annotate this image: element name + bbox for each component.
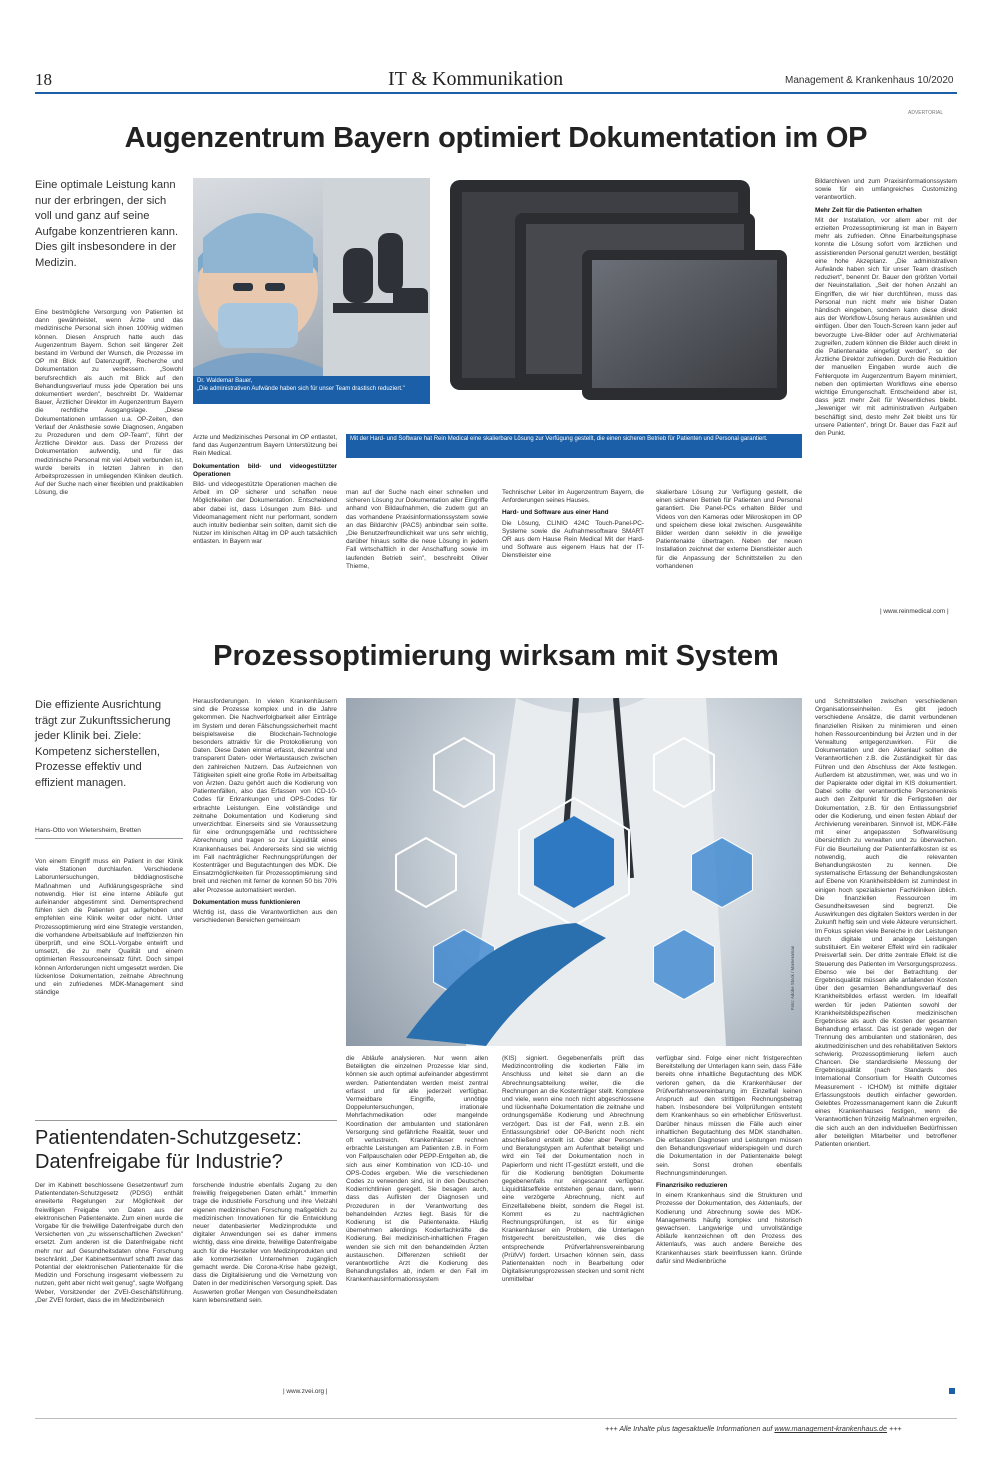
digital-health-photo-credit: Foto: Adobe Stock / Mameraman xyxy=(790,945,795,1010)
advertorial-label: ADVERTORIAL xyxy=(908,110,944,116)
article2-author: Hans-Otto von Wietersheim, Bretten xyxy=(35,827,141,834)
monitors-caption: Mit der Hard- und Software hat Rein Medical eine skalierbare Lösung zur Verfügung gestellt, die einen sicheren Betrieb für Patienten und Personal garantiert. xyxy=(350,436,768,442)
article1-col6-subhead: Mehr Zeit für die Patienten erhalten xyxy=(815,206,922,214)
article2-title: Prozessoptimierung wirksam mit System xyxy=(213,640,779,672)
footer-rule xyxy=(35,1418,957,1419)
caption-name: Dr. Waldemar Bauer, xyxy=(197,378,253,384)
article1-col4-body: Die Lösung, CLINIO 424C Touch-Panel-PC-Systeme sowie die Aufnahmesoftware SMART OR aus dem Hause Rein Medical Mit der Hard- und Software aus eigenem Haus hat der IT-Dienstleister eine xyxy=(502,519,644,560)
article2-col5 xyxy=(656,1055,802,1400)
article3-title-line1: Patientendaten-Schutzgesetz: xyxy=(35,1127,302,1149)
publication-name: Management & Krankenhaus 10/2020 xyxy=(785,75,954,86)
article3-col2: forschende Industrie ebenfalls Zugang zu den freiwillig freigegebenen Daten erhält." Immerhin trage die industrielle Forschung und ihre Vielzahl eigenen medizinischen Forschung maßgeblich zu medizinischen Innovationen für die Entwicklung neuer datenbasierter Medizinprodukte und digitaler Anwendungen sei es daher immens wichtig, dass eine direkte, freiwillige Datenfreigabe auch für die Hersteller von Medizinprodukten und alle kommerziellen Unternehmen zugänglich gemacht werde. Die Corona-Krise habe gezeigt, dass die Digitalisierung und die Vernetzung von Daten in der medizinischen Versorgung spielt. Das Auswerten großer Mengen von Gesundheitsdaten kann lebensrettend sein. xyxy=(193,1182,337,1304)
surgeon-photo-caption xyxy=(197,378,425,393)
article2-col6: und Schnittstellen zwischen verschiedenen Organisationseinheiten. Es gibt jedoch verschiedene Ansätze, die damit verbundenen finanziellen Risiken zu minimieren und einen hohen Ressourcenbindung bei Ärzten und in der Verwaltung entgegenzuwirken. Für die Dokumentation und den Aktenlauf sollten die Verantwortlichen z.B. die Zuständigkeit für das Führen und den Abschluss der Akte festlegen. Außerdem ist abzustimmen, wer, was und wo in der Papierakte oder digital im KIS dokumentiert. Dabei sollte der verantwortliche Personenkreis auch den Zeitpunkt für die Fertigstellen der Dokumentation, z.B. für den Entlassungsbrief oder die Kodierung, und einen festen Ablauf der Archivierung vereinbaren. Sinnvoll ist, MDK-Fälle mit einer angepassten Softwarelösung übersichtlich zu verwalten und zu überwachen. Für die Beurteilung der Patientenfallkosten ist es notwendig, auch die relevanten Behandlungskosten zu kennen. Die systematische Erfassung der Behandlungskosten auf Ebene von Krankheitsbildern ist zumindest in einigen hoch spezialisierten Fachkliniken üblich. Die finanziellen Ressourcen im Gesundheitswesen sind begrenzt. Die Auswirkungen des digitalen Sektors werden in der Zukunft heftig sein und viele Akteure verunsichert. Im Fokus spielen viele Bereiche in der Leistungen durch digitale und analoge Leistungen substituiert. Ein weiterer Effekt wird ein radikaler Preisverfall sein. Der dritte zentrale Effekt ist die Steuerung des Patienten im Versorgungsprozess. Ebenso wie bei der Betrachtung der Ergebnisqualität müssen alle anfallenden Kosten über den gesamten Behandlungsverlauf des Krankheitsbildes erfasst werden. Im Idealfall werden für jeden Patienten sowohl der Krankheitsbildspezifischen medizinischen Ergebnisse als auch die Kosten der gesamten Behandlung erfasst. Das ist gerade wegen der Trennung des ambulanten und stationären, des akutmedizinischen und des rehabilitativen Sektors schwierig. Prozessoptimierung liefern auch Chancen. Die standardisierte Messung der Ergebnisqualität (nach Standards des International Consortium for Health Outcomes Measurement - ICHOM) ist mithilfe digitaler Erfassungstools deutlich einfacher geworden. Gelebtes Prozessmanagement kann die Zukunft eines Krankenhauses festigen, wenn die Verantwortlichen frühzeitig Maßnahmen ergreifen, die sich auch an den individuellen Bedürfnissen aller beteiligten Mitarbeiter und betroffener Patienten orientiert. xyxy=(815,698,957,1148)
article1-col6 xyxy=(815,178,957,618)
footer xyxy=(605,1424,902,1433)
article2-col4: (KIS) signiert. Gegebenenfalls prüft das Medizincontrolling die kodierten Fälle im Anschluss und leitet sie dann an die Abrechnungsabteilung weiter, die die Rechnungen an die Kostenträger stellt. Komplexe und viele, wenn eine noch nicht abgeschlossene und lückenhafte Dokumentation die zeitnahe und ordnungsgemäße Kodierung und Abrechnung verzögert. Das ist der Fall, wenn z.B. ein Entlassungsbrief oder OP-Bericht noch nicht abschließend erstellt ist. Oder aber Personen- und Beratungstypen am Aufenthalt beteiligt und wird ein Teil der Dokumentation noch in Papierform und nicht IT-gestützt erstellt, und die für die Kodierung benötigten Dokumente gegebenenfalls nur eingescannt verfügbar. Liquiditätseffekte entstehen genau dann, wenn eine verzögerte Abrechnung, nicht auf Einzelfallebene bleibt, sondern die Regel ist. Kommt es zu nachträglichen Rechnungsprüfungen, ist es für einige Krankenhäuser ein Problem, die Unterlagen fristgerecht bereitzustellen, wie dies die entsprechende Prüfverfahrensvereinbarung (PrüfvV) fordert. Ursachen können sein, dass Patientenakten noch in Bearbeitung oder Digitalisierungsprozessen stecken und somit nicht unmittelbar xyxy=(502,1055,644,1284)
footer-text: +++ Alle Inhalte plus tagesaktuelle Informationen auf xyxy=(605,1424,775,1433)
article3-title xyxy=(35,1126,337,1174)
article2-col5-subhead: Finanzrisiko reduzieren xyxy=(656,1182,728,1190)
author-rule xyxy=(35,838,183,839)
article3-credit: | www.zvei.org | xyxy=(283,1388,328,1395)
footer-link[interactable]: www.management-krankenhaus.de xyxy=(774,1424,888,1433)
hexagon-icons-illustration xyxy=(346,698,802,1046)
article1-col3: man auf der Suche nach einer schnellen und sicheren Lösung zur Dokumentation aller Eingriffe anhand von Bildaufnahmen, die zudem gut an das vorhandene Praxisinformationssystem sowie an das Bildarchiv (PACS) anbindbar sein sollte. „Die Benutzerfreundlichkeit war uns sehr wichtig, darüber hinaus sollte die neue Lösung in jedem Fall wirtschaftlich in der Anschaffung sowie im laufenden Betrieb sein", beschreibt Oliver Thieme, xyxy=(346,489,488,570)
monitors-illustration xyxy=(440,178,802,406)
article2-col2-bottom: Wichtig ist, dass die Verantwortlichen aus den verschiedenen Bereichen gemeinsam xyxy=(193,909,337,925)
surgeon-illustration xyxy=(193,178,430,404)
article1-lead: Eine optimale Leistung kann nur der erbringen, der sich voll und ganz auf seine Aufgabe konzentrieren kann. Dies gilt insbesondere in der Medizin. xyxy=(35,179,179,269)
article1-col4 xyxy=(502,489,644,649)
article2-col2 xyxy=(193,698,337,1090)
article1-col4-subhead: Hard- und Software aus einer Hand xyxy=(502,509,609,517)
article1-col2-top: Ärzte und Medizinisches Personal im OP entlastet, fand das Augenzentrum Bayern Unterstützung bei Rein Medical. xyxy=(193,434,337,458)
section-title: IT & Kommunikation xyxy=(388,68,564,90)
article1-credit: | www.reinmedical.com | xyxy=(880,608,949,615)
article1-col5: skalierbare Lösung zur Verfügung gestellt, die einen sicheren Betrieb für Patienten und Personal garantiert. Die Panel-PCs erhalten Bilder und Videos von den Kameras oder Mikroskopen im OP und speichern diese lokal zwischen. Ausgewählte Bilder werden dann selektiv in die jeweilige Patientenakte übertragen. Neben der neuen Installation zeichnet der externe Dienstleister auch für die Anpassung der Schnittstellen zu den vorhandenen xyxy=(656,489,802,570)
article3-title-line2: Datenfreigabe für Industrie? xyxy=(35,1151,283,1173)
article1-col6-body: Mit der Installation, vor allem aber mit der erzielten Prozessoptimierung ist man in Bayern mehr als zufrieden. Ohne Einarbeitungsphase konnte die Lösung sofort vom ärztlichen und assistierenden Personal genutzt werden, bestätigt eine hohe Akzeptanz. „Die administrativen Aufwände haben sich für unser Team drastisch reduziert", benennt Dr. Bauer den größten Vorteil der Neuinstallation. „Seit der hohen Anzahl an Eingriffen, die wir hier durchführen, muss das Personal nun nicht mehr wie bisher Daten händisch eingeben, sondern kann diese direkt aus der Workflow-Lösung heraus auswählen und einfügen. Über den Touch-Screen kann jeder auf bevorzugte Live-Bilder oder auf Archivmaterial zugreifen, zudem können die Bilder auch direkt in die Patientenakte eingefügt werden", so der Ärztliche Direktor zufrieden. Durch die Reduktion der manuellen Eingaben wurde auch die Fehlerquote im Augenzentrum Bayern minimiert, neben den optimierten Workflows eine ebenso wichtige Errungenschaft. Entscheidend aber ist, dass jetzt mehr Zeit für Wesentliches bleibt. „Jeweniger wir mit administrativen Aufgaben beschäftigt sind, desto mehr Zeit bleibt uns für unsere Patienten", bringt Dr. Bauer das Fazit auf den Punkt. xyxy=(815,216,957,438)
digital-health-photo xyxy=(346,698,802,1046)
footer-end: +++ xyxy=(887,1424,902,1433)
monitors-photo xyxy=(440,178,802,406)
article1-col6-top: Bildarchiven und zum Praxisinformationssystem sowie für ein umfangreiches Customizing verantwortlich. xyxy=(815,178,957,202)
article2-col5-body: verfügbar sind. Folge einer nicht fristgerechten Bereitstellung der Unterlagen kann sein, dass Fälle bereits ohne inhaltliche Begutachtung des MDK verloren gehen, da die Krankenhäuser der Prüfverfahrensvereinbarung im Einzelfall keinen Anspruch auf den strittigen Rechnungsbetrag haben. Insbesondere bei Vollprüfungen entsteht dem Krankenhaus so ein erheblicher Erlösverlust. Darüber hinaus müssen die Fälle auch einer inhaltlichen Begutachtung des MDK standhalten. Die erfassten Diagnosen und Leistungen müssen den Behandlungsverlauf widerspiegeln und durch die Dokumentation in der Patientenakte belegt sein. Sonst drohen ebenfalls Rechnungsminderungen. xyxy=(656,1055,802,1177)
article2-col1: Von einem Eingriff muss ein Patient in der Klinik viele Stationen durchlaufen. Verschiedene Laboruntersuchungen, bilddiagnostische Maßnahmen und Aufklärungsgespräche sind notwendig. Hier ist eine interne Abläufe gut aufeinander abgestimmt sind. Dementsprechend fühlen sich die Patienten gut aufgehoben und empfehlen eine Klinik weiter oder nicht. Unter Prozessoptimierung wird eine Strategie verstanden, die vorhandene Arbeitsabläufe auf Ineffizienzen hin überprüft, und eine SOLL-Vorgabe entwirft und umsetzt, die zu mehr Qualität und einem optimierten Ressourceneinsatz führt. Doch simpel können Anforderungen nicht umgesetzt werden. Die lückenlose Dokumentation, zeitnahe Abrechnung und ein zufriedenes MDK-Management sind ständige xyxy=(35,858,183,997)
article2-col2-subhead: Dokumentation muss funktionieren xyxy=(193,898,301,906)
article2-lead: Die effiziente Ausrichtung trägt zur Zukunftssicherung jeder Klinik bei. Ziele: Kompetenz sicherstellen, Prozesse effektiv und effizient managen. xyxy=(35,699,171,789)
end-mark-icon xyxy=(949,1388,955,1394)
surgeon-photo xyxy=(193,178,430,404)
article2-col2-body: Herausforderungen. In vielen Krankenhäusern sind die Prozesse komplex und in die Jahre gekommen. Die Nachverfolgbarkeit aller Einträge im System und deren Fälschungssicherheit macht beispielsweise die Blockchain-Technologie besonders attraktiv für die Protokollierung von Daten. Diese Daten einmal erfasst, dezentral und transparent Daten- oder Wertaustausch zwischen den zahlreichen Nutzern. Das Aufzeichnen von Tätigkeiten spielt eine große Rolle im Arbeitsalltag von Ärzten. Dazu gehört auch die Kodierung von Patientenfällen, also das Erfassen von ICD-10-Codes für Erkrankungen und OPS-Codes für erbrachte Leistungen. Eine vollständige und zeitnahe Dokumentation und Kodierung sind unverzichtbar. Einerseits sind sie Voraussetzung für eine ordnungsgemäße und rechtssichere Abrechnung und tragen so zur Liquidität eines Krankenhauses bei. Andererseits sind sie wichtig im Fall nachträglicher Rechnungsprüfungen der Kostenträger und Begutachtungen des MDK. Die Einsatzmöglichkeiten für Prozessoptimierung sind breit und reichen mit ferner de konnen 50 bis 70% aller Prozesse automatisiert werden. xyxy=(193,698,337,894)
article2-col5-bottom: In einem Krankenhaus sind die Strukturen und Prozesse der Dokumentation, des Aktenlaufs, der Kodierung und Abrechnung sowie des MDK-Managements häufig komplex und historisch gewachsen. Langwierige und unvollständige Abläufe kennzeichnen oft den Prozess des Aktenlaufs, was auch andere Bereiche des Krankenhauses stark beeinflussen kann. Gründe dafür sind Medienbrüche xyxy=(656,1192,802,1265)
article1-col2 xyxy=(193,434,337,650)
article1-col2-body: Bild- und videogestützte Operationen machen die Arbeit im OP sicherer und schaffen neue Möglichkeiten der Dokumentation. Entscheidend aber dabei ist, dass Lösungen zum Bild- und Videomanagement nicht nur performant, sondern auch intuitiv bedienbar sein sollten, damit sich die Nutzer im klinischen Alltag im OP auch tatsächlich entlasten. In Bayern war xyxy=(193,481,337,546)
caption-quote: „Die administrativen Aufwände haben sich für unser Team drastisch reduziert." xyxy=(197,385,405,392)
article1-col2-subhead: Dokumentation bild- und videogestützter Operationen xyxy=(193,462,337,478)
article3-col1: Der im Kabinett beschlossene Gesetzentwurf zum Patientendaten-Schutzgesetz (PDSG) enthält erweiterte Regelungen zur Möglichkeit der freiwilligen Freigabe von Daten aus der elektronischen Patientenakte. Zum einen wurde die Vorgabe für die freiwillige Datenfreigabe durch den Versicherten von „zu wissenschaftlichen Zwecken" ersetzt. Zum anderen ist die Datenfreigabe nicht mehr nur auf Gesundheitsdaten ohne Forschung beschränkt. „Der Kabinettsentwurf schafft zwar das Potential der elektronischen Patientenakte für die Medizin und Forschung insgesamt vielbessern zu nutzen, geht aber nicht weit genug", sagte Wolfgang Weber, Vorsitzender der ZVEI-Geschäftsführung. „Der ZVEI fordert, dass die im Medizinbereich xyxy=(35,1182,183,1304)
article2-col3: die Abläufe analysieren. Nur wenn allen Beteiligten die einzelnen Prozesse klar sind, können sie auch optimal aufeinander abgestimmt werden. Patientendaten werden meist zentral erfasst und für alle jederzeit verfügbar. Vermeidbare Eingriffe, unnötige Doppeluntersuchungen, irrationale Mehrfachmedikation oder mangelnde Koordination der ambulanten und stationären Versorgung sind gefährliche Realität, teuer und oft verlustreich. Krankenhäuser rechnen erbrachte Leistungen am Patienten z.B. in Form von Fallpauschalen oder PEPP-Entgelten ab, die sich aus einer Kombination von ICD-10- und OPS-Codes ergeben. Wie die verschiedenen Codes zu verwenden sind, ist in den Deutschen Kodierrichtlinien geregelt. Sie besagen auch, dass das Auflisten der Diagnosen und Prozeduren in der Verantwortung des behandelnden Arztes liegt. Basis für die Kodierung ist die Patientenakte. Häufig übernehmen allerdings Kodierfachkräfte die Kodierung. Bei medizinisch-inhaltlichen Fragen wenden sie sich mit den behandelnden Ärzten austauschen. Differenzen schließt der verantwortliche Arzt die Kodierung des Behandlungsfalles ab, indem er den Fall im Krankenhausinformationssystem xyxy=(346,1055,488,1284)
page-number: 18 xyxy=(35,70,52,89)
article3-top-rule xyxy=(35,1120,337,1121)
article1-title: Augenzentrum Bayern optimiert Dokumentation im OP xyxy=(124,122,868,154)
article1-col1: Eine bestmögliche Versorgung von Patienten ist dann gewährleistet, wenn Ärzte und das medizinische Personal sich ihnen 100%ig widmen können. Diesen Anspruch hatte auch das Augenzentrum Bayern. Schon seit längerer Zeit bestand im Verbund der Wunsch, die Prozesse im OP mit Blick auf Datenzugriff, Recherche und Dokumentation zu verbessern. „Sowohl berufsrechtlich als auch mit Blick auf den Behandlungsverlauf muss jede Operation bei uns dokumentiert werden", beschreibt Dr. Waldemar Bauer, Ärztlicher Direktor im Augenzentrum Bayern die rechtliche Ausgangslage. „Diese Dokumentationen umfassen u.a. OP-Zeiten, den Verlauf der Anästhesie sowie Diagnosen, Angaben zu Prozeduren und dem OP-Team", führt der Ärztliche Direktor aus. Dass der Prozess der Dokumentation aufwendig, und für das medizinische Personal mit viel Arbeit verbunden ist, wurde bereits in letzten Jahren in den Arbeitsprozessen in umliegenden Kliniken deutlich. Auf der Suche nach einer flexiblen und praktikablen Lösung, die xyxy=(35,309,183,497)
header-rule xyxy=(35,92,957,94)
article1-col4-top: Technischer Leiter im Augenzentrum Bayern, die Anforderungen seines Hauses. xyxy=(502,489,644,505)
